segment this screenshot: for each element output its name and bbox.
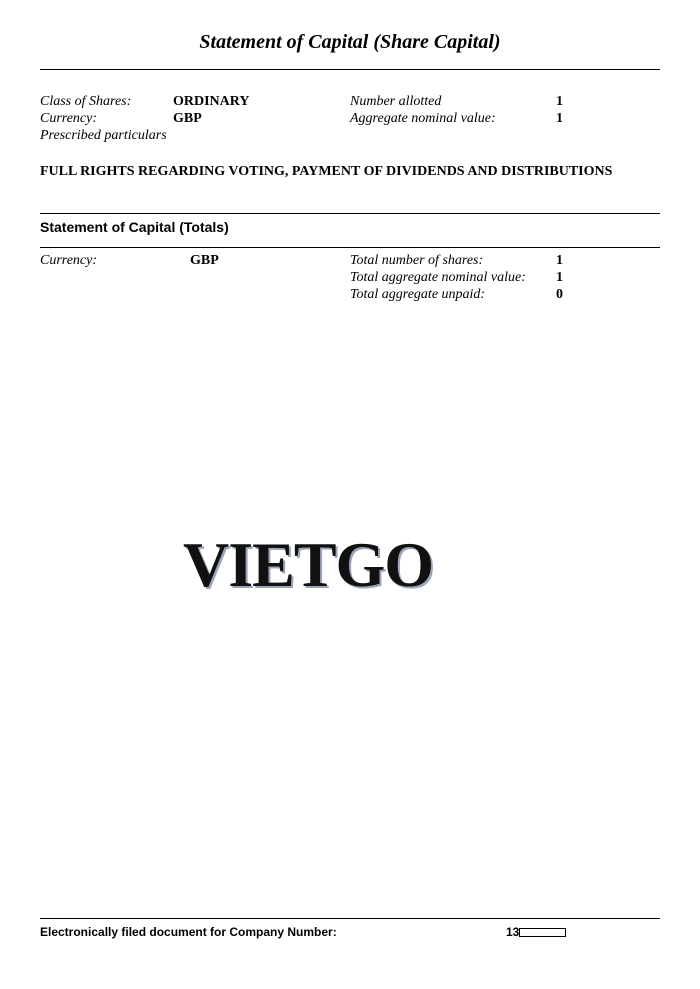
totals-heading: Statement of Capital (Totals) xyxy=(40,219,229,235)
number-allotted-label: Number allotted xyxy=(350,94,442,109)
class-of-shares-label: Class of Shares: xyxy=(40,94,132,109)
totals-currency-value: GBP xyxy=(190,253,219,268)
total-shares-label: Total number of shares: xyxy=(350,253,484,268)
class-of-shares-value: ORDINARY xyxy=(173,94,250,109)
total-nominal-label: Total aggregate nominal value: xyxy=(350,270,526,285)
company-number-redaction-box xyxy=(519,928,566,937)
totals-currency-label: Currency: xyxy=(40,253,98,268)
total-unpaid-value: 0 xyxy=(556,287,563,302)
footer-divider xyxy=(40,918,660,919)
prescribed-particulars-label: Prescribed particulars xyxy=(40,128,167,143)
title-divider xyxy=(40,69,660,70)
aggregate-nominal-value: 1 xyxy=(556,111,563,126)
totals-top-divider xyxy=(40,213,660,214)
vietgo-watermark: VIETGO xyxy=(183,529,434,600)
number-allotted-value: 1 xyxy=(556,94,563,109)
total-shares-value: 1 xyxy=(556,253,563,268)
aggregate-nominal-label: Aggregate nominal value: xyxy=(350,111,496,126)
currency-value: GBP xyxy=(173,111,202,126)
company-number: 13 xyxy=(506,925,520,939)
share-rights-text: FULL RIGHTS REGARDING VOTING, PAYMENT OF DIVIDENDS AND DISTRIBUTIONS xyxy=(40,164,613,179)
currency-label: Currency: xyxy=(40,111,98,126)
totals-bottom-divider xyxy=(40,247,660,248)
document-title: Statement of Capital (Share Capital) xyxy=(199,31,501,53)
total-unpaid-label: Total aggregate unpaid: xyxy=(350,287,486,302)
total-nominal-value: 1 xyxy=(556,270,563,285)
footer-filed-text: Electronically filed document for Company Number: xyxy=(40,925,337,939)
